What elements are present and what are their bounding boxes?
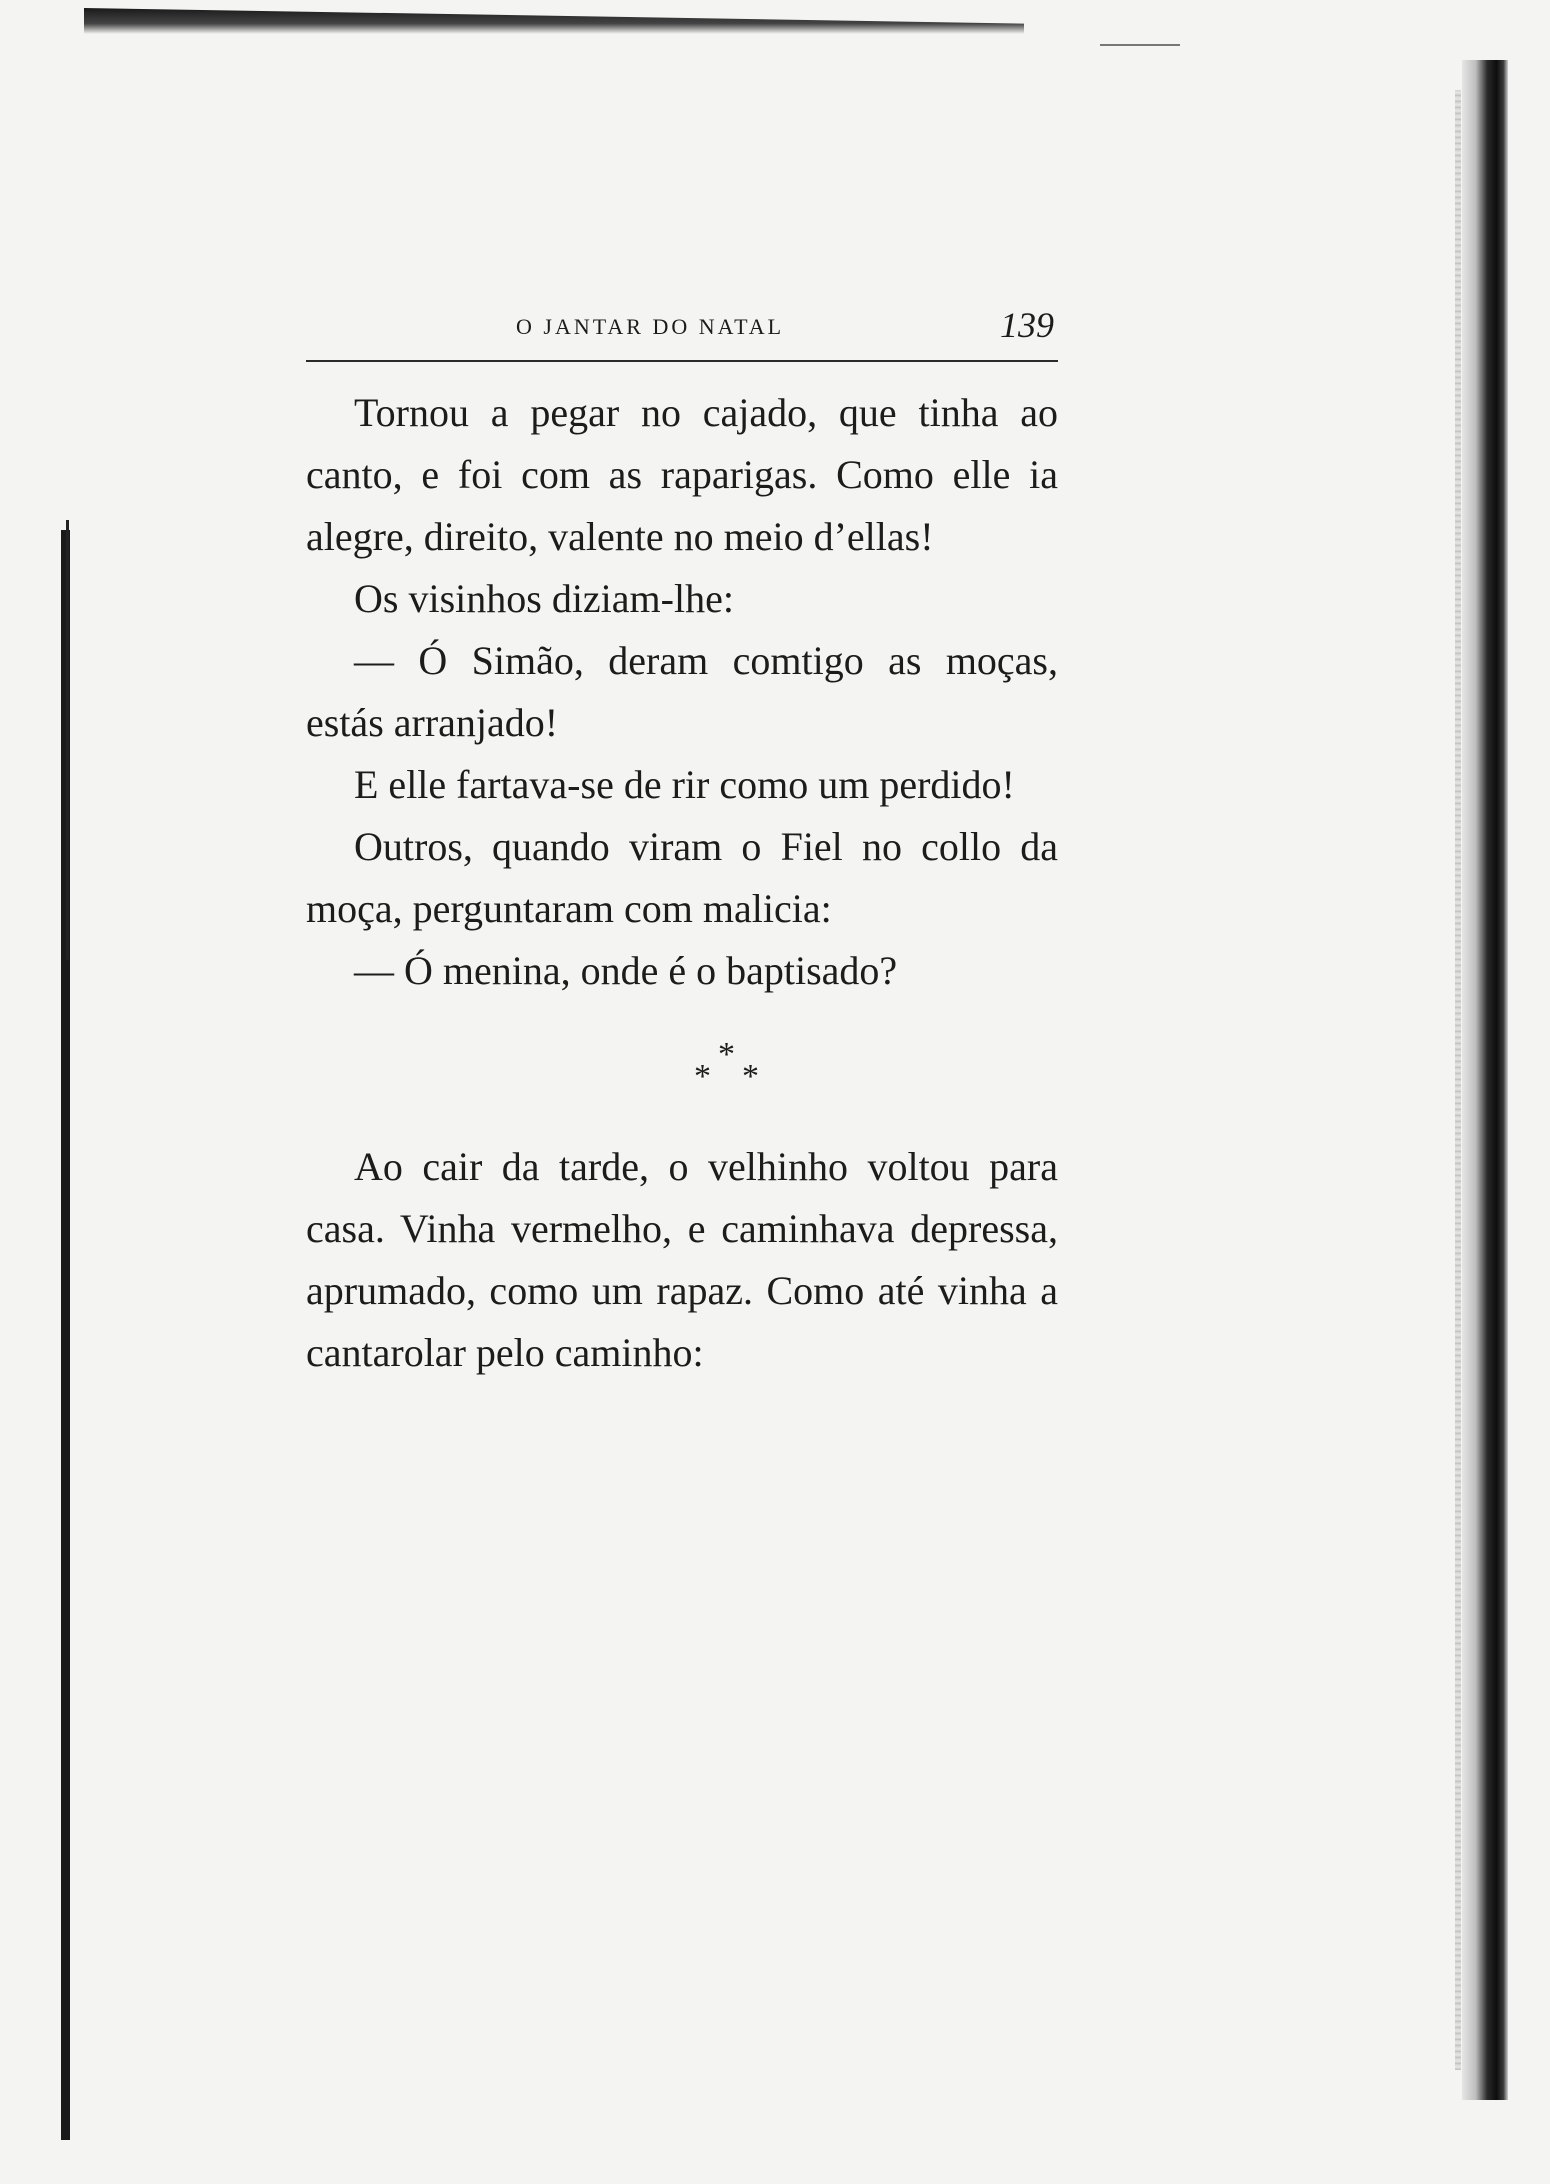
paragraph: — Ó Simão, deram comtigo as moças, estás arranjado!: [306, 638, 1058, 745]
running-title: O JANTAR DO NATAL: [516, 314, 785, 339]
book-spine-edge: [1462, 60, 1508, 2100]
page-header: [306, 300, 1058, 362]
scan-edge-left-thin: [66, 520, 69, 960]
section-break-asterism: [306, 1038, 1058, 1102]
asterism-star: *: [742, 1058, 759, 1095]
paragraph: Outros, quando viram o Fiel no collo da moça, perguntaram com malicia:: [306, 824, 1058, 931]
book-page: [306, 300, 1058, 1384]
paragraph: E elle fartava-se de rir como um perdido!: [354, 762, 1015, 807]
page-gutter-shadow: [1455, 90, 1461, 2070]
paragraph: Tornou a pegar no cajado, que tinha ao canto, e foi com as raparigas. Como elle ia alegre, direito, valente no meio d’ellas!: [306, 390, 1058, 559]
page-body: [306, 382, 1058, 1384]
scan-edge-top: [84, 8, 1024, 34]
asterism-star: *: [694, 1058, 711, 1095]
scan-mark-top: [1100, 44, 1180, 46]
paragraph: — Ó menina, onde é o baptisado?: [354, 948, 898, 993]
paragraph: Ao cair da tarde, o velhinho voltou para casa. Vinha vermelho, e caminhava depressa, aprumado, como um rapaz. Como até vinha a cantarolar pelo caminho:: [306, 1144, 1058, 1375]
asterism-star: *: [718, 1036, 735, 1073]
page-number: 139: [1000, 305, 1054, 345]
paragraph: Os visinhos diziam-lhe:: [354, 576, 734, 621]
